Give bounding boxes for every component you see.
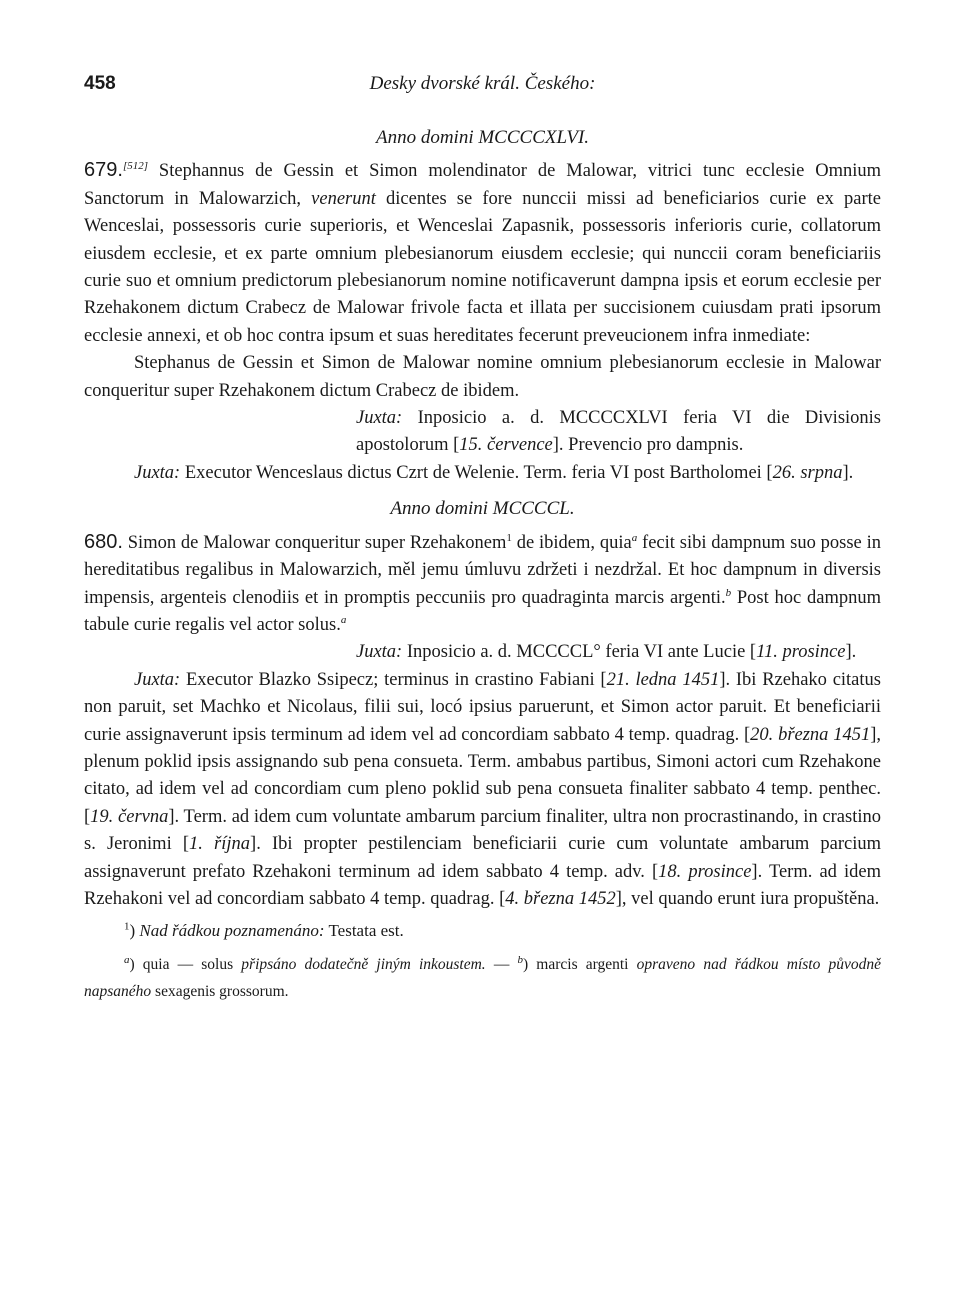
- footnote-dash: —: [485, 955, 518, 973]
- entry-679-venerunt: venerunt: [311, 188, 376, 209]
- footnote-1-italic: Nad řádkou poznamenáno:: [139, 921, 325, 941]
- entry-number-680: 680.: [84, 530, 123, 553]
- juxta-date-5: 18. prosince: [658, 861, 752, 882]
- juxta-label: Juxta:: [356, 642, 403, 663]
- page-number: 458: [84, 73, 116, 94]
- entry-679-complaint: Stephanus de Gessin et Simon de Malowar nomine omnium plebesianorum ecclesie in Malowar conqueritur super Rzehakonem dictum Crabecz de ibidem.: [84, 353, 881, 401]
- footnote-a-text: quia — solus: [134, 955, 242, 973]
- juxta-label: Juxta:: [356, 408, 403, 429]
- juxta-date-2: 20. března 1451: [750, 724, 871, 745]
- footnote-b-text: marcis argenti: [528, 955, 637, 973]
- note-ref-a-2: a: [340, 613, 347, 626]
- running-head: [84, 70, 881, 106]
- footnote-ref-1: 1: [506, 531, 512, 544]
- juxta-text-d: ]. Term. ad idem cum voluntate ambarum parcium finaliter, ultra non procrastinando, in crastino s. Jeronimi [: [84, 806, 881, 855]
- footnote-1-mark: 1: [124, 920, 130, 933]
- footnote-a-mark: a: [124, 953, 130, 966]
- juxta-text-f: ]. Term. ad idem Rzehakoni vel ad concordiam sabbato 4 temp. quadrag. [: [84, 861, 881, 909]
- entry-680-juxta-executor: [84, 667, 881, 914]
- entry-679-text-b: dicentes se fore nunccii missi ad beneficiarios curie ex parte Wenceslai, possessoris curie superioris, et Wenceslai Zapasnik, possessoris inferioris curie, collatorum eiusdem ecclesie, et ex parte omnium plebesianorum eiusdem ecclesie; qui nunccii coram beneficiariis curie suo et omnium predictorum plebesianorum nomine notificaverunt dampna ipsis et eorum ecclesie per Rzehakonem dictum Crabecz de Malowar frivole facta et illata per succisionem cuiusdam prati ipsorum ecclesie annexi, et ob hoc contra ipsum et suas hereditates fecerunt preveucionem infra inmediate:: [84, 188, 881, 346]
- footnote-1-text: Testata est.: [324, 921, 404, 941]
- entry-679-juxta-inposicio: [356, 405, 881, 460]
- source-reference: [512]: [122, 160, 148, 173]
- footnote-b-italic: opraveno nad řádkou místo původně napsaného: [84, 955, 881, 1000]
- juxta-text: Inposicio a. d. MCCCCXLVI feria VI die Divisionis apostolorum [: [356, 408, 881, 456]
- note-ref-b: b: [725, 586, 732, 599]
- footnote-b-mark: b: [517, 953, 523, 966]
- entry-680-text-b: de ibidem, quia: [511, 532, 632, 553]
- juxta-text-g: ], vel quando erunt iura propuštěna.: [615, 888, 880, 909]
- entry-680-text-a: Simon de Malowar conqueritur super Rzehakonem: [122, 532, 507, 553]
- entry-680-text-c: fecit sibi dampnum suo posse in hereditatibus regalibus in Malowarzich, měl jemu úmluvu zdržeti i nezdržal. Et hoc dampnum in diversis impensis, argenteis clenodiis et in promptis peccuniis pro quadraginta marcis argenti.: [84, 532, 881, 608]
- entry-680-text-d: Post hoc dampnum tabule curie regalis vel actor solus.: [84, 587, 881, 635]
- juxta-label: Juxta:: [134, 462, 181, 483]
- juxta-text-a: Executor Blazko Ssipecz; terminus in crastino Fabiani [: [180, 669, 607, 690]
- entry-679-juxta-executor: [84, 460, 881, 487]
- juxta-date-1: 21. ledna 1451: [606, 669, 720, 690]
- juxta-date: 15. července: [459, 435, 553, 456]
- year-heading-1450: Anno domini MCCCCL.: [390, 498, 575, 520]
- juxta-label: Juxta:: [134, 669, 181, 690]
- note-ref-a: a: [631, 531, 638, 544]
- footnote-1: $^1$) Nad řádkou poznamenáno: Testata est.: [124, 920, 404, 941]
- document-page: [84, 70, 881, 1005]
- footnote-b-end: sexagenis grossorum.: [151, 982, 289, 1000]
- juxta-date: 26. srpna: [772, 462, 843, 483]
- running-title: Desky dvorské král. Českého:: [369, 73, 596, 94]
- entry-679-text-a: Stephannus de Gessin et Simon molendinator de Malowar, vitrici tunc ecclesie Omnium Sanctorum in Malowarzich,: [84, 161, 881, 209]
- juxta-text-b: ]. Ibi Rzehako citatus non paruit, set Machko et Nicolaus, filii sui, locó ipsius paruerunt, et Simon actor paruit. Et beneficiarii curie assignaverunt ipsis terminum ad idem vel ad concordiam sabbato 4 temp. quadrag. [: [84, 669, 881, 745]
- footnote-a-italic: připsáno dodatečně jiným inkoustem.: [241, 955, 486, 973]
- entry-680-juxta-inposicio: [356, 639, 881, 666]
- juxta-text: Executor Wenceslaus dictus Czrt de Welenie. Term. feria VI post Bartholomei [: [180, 462, 773, 483]
- juxta-date: 11. prosince: [756, 642, 846, 663]
- entry-number-679: 679.: [84, 159, 123, 182]
- juxta-text-e: ]. Ibi propter pestilenciam beneficiarii curie cum voluntate ambarum parcium assignaverunt prefato Rzehakoni terminum ad idem sabbato 4 temp. adv. [: [84, 834, 882, 882]
- footnote-a-b: $^a$) quia — solus připsáno dodatečně jiným inkoustem. — $^b$) marcis argenti opraveno nad řádkou místo původně napsaného sexagenis grossorum.: [84, 953, 881, 1000]
- juxta-end: ]. Prevencio pro dampnis.: [552, 435, 744, 456]
- juxta-text-c: ], plenum poklid ipsis assignando sub pena consueta. Term. ambabus partibus, Simoni actori cum Rzehakone citato, ad idem vel ad concordiam cum pleno poklid sub pena consueta finaliter sabbato 4 temp. penthec. [: [84, 724, 881, 827]
- juxta-date-6: 4. března 1452: [505, 888, 616, 909]
- juxta-date-3: 19. června: [90, 806, 169, 827]
- juxta-date-4: 1. října: [189, 834, 251, 855]
- juxta-end: ].: [842, 462, 854, 483]
- juxta-end: ].: [845, 642, 857, 663]
- juxta-text: Inposicio a. d. MCCCCL° feria VI ante Lucie [: [402, 642, 757, 663]
- entry-679-paragraph: [84, 157, 881, 350]
- entry-680-paragraph: [84, 529, 881, 640]
- year-heading-1446: Anno domini MCCCCXLVI.: [375, 127, 590, 148]
